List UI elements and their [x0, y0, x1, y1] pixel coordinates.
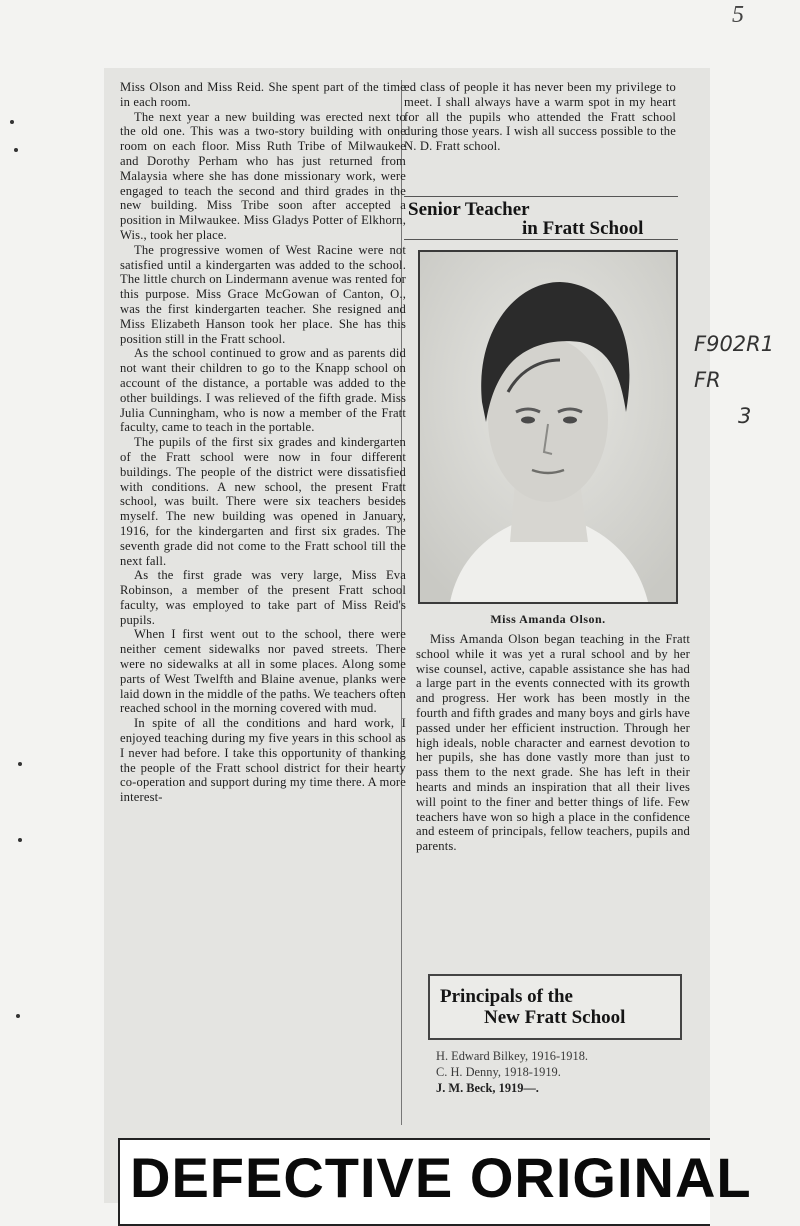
margin-mark — [18, 838, 22, 842]
margin-note-line: 3 — [738, 404, 752, 428]
paragraph: The next year a new building was erected next to the old one. This was a two-story building with one room on each floor. Miss Ruth Tribe of Milwaukee and Dorothy Perham who has just returned from Malaysia where she has done missionary work, were engaged to teach the second and third grades in the new building. Miss Tribe soon after accepted a position in Milwaukee. Miss Gladys Potter of Elkhorn, Wis., took her place. — [120, 109, 406, 242]
paragraph: The progressive women of West Racine were not satisfied until a kindergarten was added to the school. The little church on Lindermann avenue was rented for this purpose. Miss Grace McGowan of Canton, O., was the first kindergarten teacher. She resigned and Miss Elizabeth Hanson took her place. She has this position still in the Fratt school. — [120, 242, 406, 346]
paragraph: As the first grade was very large, Miss Eva Robinson, a member of the present Fratt school faculty, was employed to take part of Miss Reid's pupils. — [120, 568, 406, 627]
portrait-photo — [418, 250, 678, 604]
margin-mark — [16, 1014, 20, 1018]
margin-mark — [14, 148, 18, 152]
margin-mark — [18, 762, 22, 766]
heading-line: Senior Teacher — [408, 199, 530, 220]
photo-caption: Miss Amanda Olson. — [490, 612, 606, 626]
paragraph: Miss Olson and Miss Reid. She spent part of the time in each room. — [120, 80, 406, 109]
margin-note-line: FR — [694, 368, 721, 392]
paragraph: When I first went out to the school, there were neither cement sidewalks nor paved streets. There were no sidewalks at all in some places. Along some parts of West Twelfth and Blaine avenue, planks were laid down in the middle of the paths. We teachers often reached school in the morning covered with mud. — [120, 627, 406, 716]
principals-heading-box — [428, 974, 682, 1040]
handwritten-margin-note — [694, 326, 774, 434]
senior-teacher-article — [416, 632, 690, 854]
paragraph: In spite of all the conditions and hard work, I enjoyed teaching during my five years in this school as I never had before. I take this opportunity of thanking the people of the Fratt school district for their hearty co-operation and support during my time there. A more interest- — [120, 716, 406, 805]
margin-note-line: F902R1 — [694, 332, 775, 356]
article-left-column — [120, 80, 406, 805]
heading-line: New Fratt School — [484, 1007, 626, 1028]
heading-line: in Fratt School — [522, 218, 644, 239]
list-item: C. H. Denny, 1918-1919. — [436, 1065, 561, 1079]
senior-teacher-heading — [404, 196, 678, 240]
article-right-column-continuation — [404, 80, 676, 154]
page-number: 5 — [732, 2, 744, 28]
principals-list — [436, 1048, 588, 1096]
paragraph: Miss Amanda Olson began teaching in the Fratt school while it was yet a rural school and by her wise counsel, active, capable assistance she has had a large part in the events connected with its growth and progress. Her work has been mostly in the fourth and fifth grades and many boys and girls have passed under her efficient instruction. Through her high ideals, noble character and earnest devotion to her pupils, she has done vastly more than just to pass them to the next grade. She has left in their hearts and minds an inspiration that all their lives will point to the finer and better things of life. Few teachers have won so high a place in the confidence and esteem of principals, fellow teachers, pupils and parents. — [416, 632, 690, 854]
stamp-text: DEFECTIVE ORIGINAL — [130, 1146, 752, 1209]
paragraph: As the school continued to grow and as parents did not want their children to go to the Knapp school on account of the distance, a portable was added to the other buildings. I was relieved of the fifth grade. Miss Julia Cunningham, who is now a member of the Fratt faculty, came to teach in the portable. — [120, 346, 406, 435]
paragraph: The pupils of the first six grades and kindergarten of the Fratt school were now in four different buildings. The people of the district were dissatisfied with conditions. A new school, the present Fratt school, was built. There were six teachers besides myself. The new building was opened in January, 1916, for the kindergarten and first six grades. The seventh grade did not come to the Fratt school till the next fall. — [120, 435, 406, 568]
list-item: H. Edward Bilkey, 1916-1918. — [436, 1049, 588, 1063]
heading-line: Principals of the — [440, 986, 573, 1007]
list-item: J. M. Beck, 1919—. — [436, 1081, 539, 1095]
paragraph: ed class of people it has never been my privilege to meet. I shall always have a warm spot in my heart for all the pupils who attended the Fratt school during those years. I wish all success possible to the N. D. Fratt school. — [404, 80, 676, 154]
portrait-image — [420, 252, 676, 602]
margin-mark — [10, 120, 14, 124]
